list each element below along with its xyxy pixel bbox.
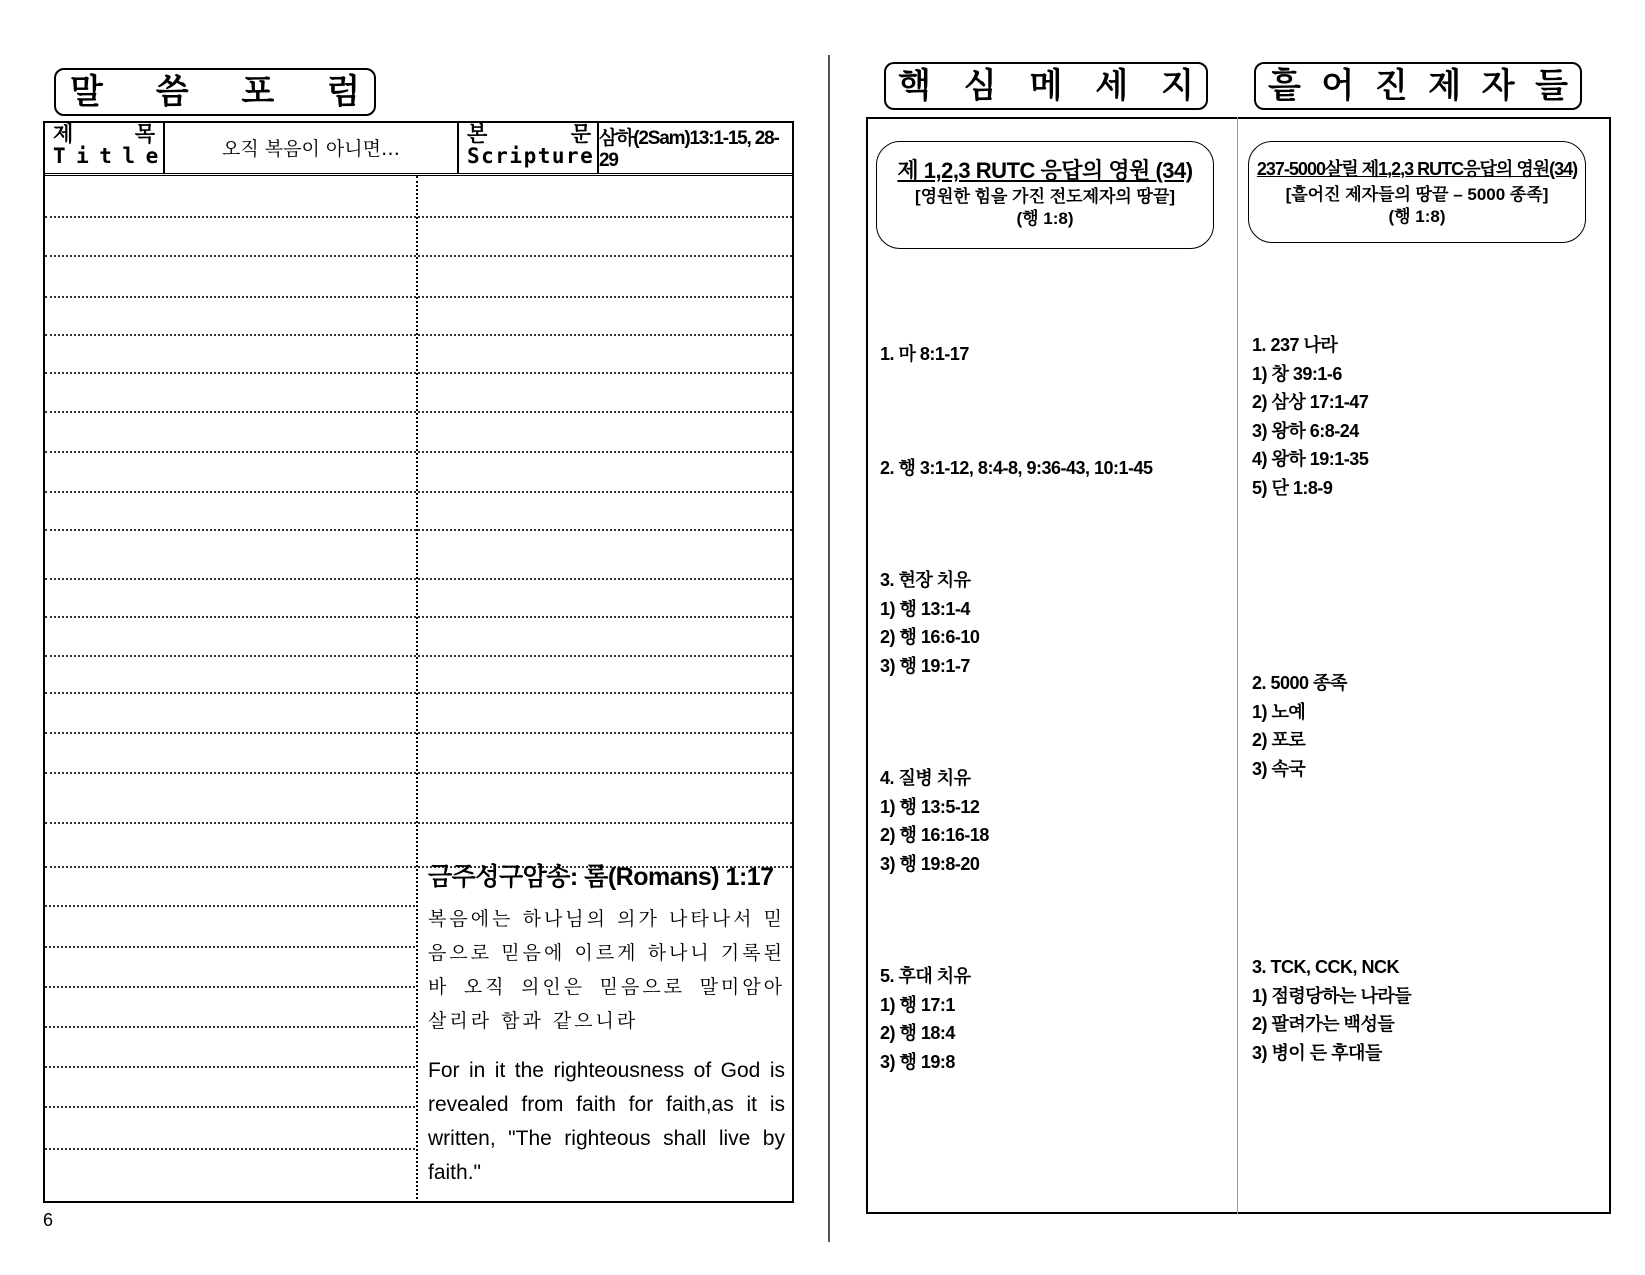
- scattered-disciples-topic-subtitle: [흩어진 제자들의 땅끝 – 5000 종족]: [1285, 185, 1549, 204]
- core-message-topic-title: 제 1,2,3 RUTC 응답의 영원 (34): [897, 158, 1193, 183]
- outline-item: 3) 행 19:8-20: [880, 853, 980, 874]
- note-line: [45, 1026, 415, 1028]
- scattered-disciples-topic: [1248, 141, 1586, 243]
- outline-item: 2) 행 16:16-18: [880, 825, 989, 845]
- outline-item: 3) 행 19:8: [880, 1051, 955, 1072]
- scattered-disciples-char: 흩: [1268, 66, 1301, 106]
- core-message-char: 핵: [898, 66, 931, 106]
- note-line: [45, 334, 792, 336]
- outline-group: [880, 764, 989, 878]
- outline-item: 1) 행 17:1: [880, 994, 955, 1015]
- core-message-topic-subtitle: [영원한 힘을 가진 전도제자의 땅끝]: [914, 187, 1176, 206]
- outline-item: 2. 5000 종족: [1252, 673, 1347, 693]
- outline-group: [1252, 669, 1347, 783]
- outline-item: 3) 행 19:1-7: [880, 655, 970, 676]
- scripture-label-ko: 문: [570, 122, 591, 146]
- outline-item: 1) 창 39:1-6: [1252, 363, 1342, 384]
- outline-item: 3. TCK, CCK, NCK: [1252, 957, 1400, 977]
- scattered-disciples-topic-title: 237-5000살릴 제1,2,3 RUTC응답의 영원(34): [1256, 159, 1578, 179]
- forum-banner: [54, 68, 376, 116]
- core-message-char: 메: [1029, 66, 1063, 106]
- outline-group: [880, 962, 971, 1076]
- note-line: [45, 655, 792, 657]
- outline-item: 3. 현장 치유: [880, 570, 971, 590]
- scripture-label: [459, 121, 599, 173]
- scattered-disciples-char: 들: [1535, 66, 1568, 106]
- note-line: [45, 772, 792, 774]
- note-line: [45, 1106, 415, 1108]
- note-line: [45, 692, 792, 694]
- outline-item: 1. 237 나라: [1252, 335, 1338, 355]
- sermon-header: [43, 121, 794, 176]
- outline-item: 1. 마 8:1-17: [880, 344, 969, 364]
- outline-group: [880, 340, 969, 369]
- outline-item: 4) 왕하 19:1-35: [1252, 449, 1369, 469]
- note-line: [45, 578, 792, 580]
- sermon-title: 오직 복음이 아니면…: [222, 137, 400, 160]
- note-line: [45, 451, 792, 453]
- note-line: [45, 255, 792, 257]
- scripture-reference: 삼하(2Sam)13:1-15, 28-29: [599, 127, 779, 171]
- core-message-banner: [884, 62, 1208, 110]
- outline-item: 2) 행 18:4: [880, 1023, 955, 1043]
- page-number: 6: [43, 1210, 54, 1230]
- note-line: [45, 491, 792, 493]
- note-line: [45, 372, 792, 374]
- title-label: [43, 121, 169, 173]
- outline-group: [880, 454, 1153, 483]
- outline-item: 3) 병이 든 후대들: [1252, 1042, 1382, 1063]
- memory-verse: [428, 860, 785, 1190]
- outline-item: 3) 속국: [1252, 758, 1306, 779]
- note-line: [45, 986, 415, 988]
- title-label-ko: 목: [134, 122, 155, 146]
- message-column-divider: [1237, 117, 1238, 1214]
- outline-item: 4. 질병 치유: [880, 768, 971, 788]
- outline-item: 1) 행 13:1-4: [880, 598, 970, 619]
- scattered-disciples-char: 자: [1481, 66, 1515, 106]
- scattered-disciples-topic-reference: (행 1:8): [1388, 207, 1446, 226]
- outline-group: [880, 566, 979, 680]
- note-line: [45, 616, 792, 618]
- scripture-label-ko: 본: [467, 122, 488, 146]
- core-message-char: 세: [1095, 66, 1129, 106]
- outline-item: 1) 노예: [1252, 701, 1306, 722]
- outline-item: 2. 행 3:1-12, 8:4-8, 9:36-43, 10:1-45: [880, 458, 1153, 478]
- core-message-topic-reference: (행 1:8): [1016, 209, 1074, 228]
- scattered-disciples-banner: [1254, 62, 1582, 110]
- forum-banner-char: 말: [70, 72, 103, 112]
- note-line: [45, 1148, 415, 1150]
- forum-banner-char: 씀: [155, 72, 189, 112]
- notes-column-divider: [416, 176, 418, 1203]
- scripture-value-cell: [599, 121, 792, 173]
- scattered-disciples-char: 어: [1321, 66, 1355, 106]
- note-line: [45, 529, 792, 531]
- memory-verse-korean: 복음에는 하나님의 의가 나타나서 믿음으로 믿음에 이르게 하나니 기록된 바 오직 의인은 믿음으로 말미암아 살리라 함과 같으니라: [428, 908, 785, 1032]
- memory-verse-title: 금주성구암송: 롬(Romans) 1:17: [428, 863, 774, 891]
- title-label-en: Title: [53, 144, 169, 168]
- outline-item: 1) 점령당하는 나라들: [1252, 985, 1412, 1006]
- note-line: [45, 1066, 415, 1068]
- outline-item: 5) 단 1:8-9: [1252, 477, 1333, 498]
- note-line: [45, 732, 792, 734]
- core-message-char: 심: [963, 66, 997, 106]
- note-line: [45, 411, 792, 413]
- core-message-topic: [876, 141, 1214, 249]
- outline-item: 2) 행 16:6-10: [880, 627, 980, 647]
- outline-item: 5. 후대 치유: [880, 966, 971, 986]
- note-line: [45, 216, 792, 218]
- scripture-label-en: Scripture: [467, 144, 595, 168]
- title-value-cell: [165, 121, 459, 173]
- page-gutter: [828, 55, 830, 1242]
- forum-banner-char: 럼: [327, 72, 360, 112]
- title-label-ko: 제: [53, 122, 74, 146]
- outline-item: 1) 행 13:5-12: [880, 796, 980, 817]
- outline-item: 2) 팔려가는 백성들: [1252, 1014, 1395, 1034]
- outline-group: [1252, 331, 1368, 502]
- forum-banner-char: 포: [241, 72, 275, 112]
- note-line: [45, 946, 415, 948]
- outline-item: 2) 삼상 17:1-47: [1252, 392, 1369, 412]
- outline-item: 2) 포로: [1252, 730, 1306, 750]
- scattered-disciples-char: 진: [1374, 66, 1408, 106]
- scattered-disciples-char: 제: [1428, 66, 1462, 106]
- memory-verse-english: For in it the righteousness of God is revealed from faith for faith,as it is written, "The righteous shall live by faith.": [428, 1059, 785, 1184]
- outline-group: [1252, 953, 1411, 1067]
- note-line: [45, 296, 792, 298]
- note-line: [45, 905, 415, 907]
- note-line: [45, 822, 792, 824]
- outline-item: 3) 왕하 6:8-24: [1252, 420, 1359, 441]
- core-message-char: 지: [1161, 66, 1194, 106]
